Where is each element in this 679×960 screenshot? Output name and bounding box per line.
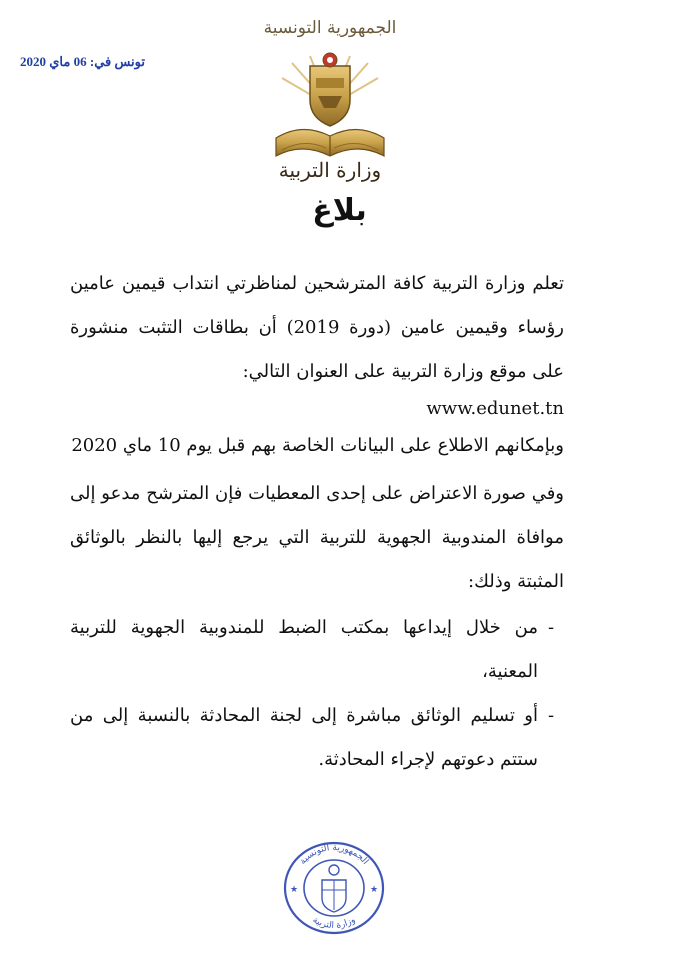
- bullet-marker: -: [547, 617, 555, 638]
- paragraph-deadline: وبإمكانهم الاطلاع على البيانات الخاصة بهم قبل يوم 10 ماي 2020: [71, 435, 564, 456]
- stamp-outer-text: الجمهورية التونسية: [297, 842, 371, 867]
- svg-text:الجمهورية التونسية: [298, 843, 370, 867]
- stamp-inner-text: وزارة التربية: [310, 915, 358, 932]
- ministry-emblem: [262, 18, 398, 193]
- paragraph-intro: تعلم وزارة التربية كافة المترشحين لمناظرتي انتداب قيمين عامين رؤساء وقيمين عامين (دورة 2019) أن بطاقات التثبت منشورة على موقع وزارة التربية على العنوان التالي:: [70, 273, 564, 382]
- website-link[interactable]: www.edunet.tn: [426, 398, 564, 419]
- svg-text:★: ★: [290, 885, 299, 895]
- document-title: بلاغ: [312, 193, 367, 228]
- bullet-text: أو تسليم الوثائق مباشرة إلى لجنة المحادثة بالنسبة إلى من ستتم دعوتهم لإجراء المحادثة.: [70, 705, 538, 770]
- document-date: تونس في: 06 ماي 2020: [20, 54, 146, 69]
- official-stamp: [282, 840, 386, 936]
- republic-heading: الجمهورية التونسية: [263, 18, 397, 38]
- stamp-seal-icon: [282, 840, 386, 936]
- list-item: [70, 606, 564, 694]
- emblem-icon: [262, 38, 398, 178]
- list-item: [70, 694, 564, 782]
- paragraph-objection: وفي صورة الاعتراض على إحدى المعطيات فإن المترشح مدعو إلى موافاة المندوبية الجهوية للتربية التي يرجع إليها بالنظر بالوثائق المثبتة وذلك:: [70, 483, 564, 592]
- bullet-marker: -: [547, 705, 555, 726]
- svg-text:★: ★: [370, 885, 379, 895]
- ministry-name: وزارة التربية: [278, 158, 382, 182]
- svg-text:وزارة التربية: [311, 915, 358, 931]
- bullet-text: من خلال إيداعها بمكتب الضبط للمندوبية الجهوية للتربية المعنية،: [70, 617, 538, 682]
- announcement-body: [70, 262, 564, 782]
